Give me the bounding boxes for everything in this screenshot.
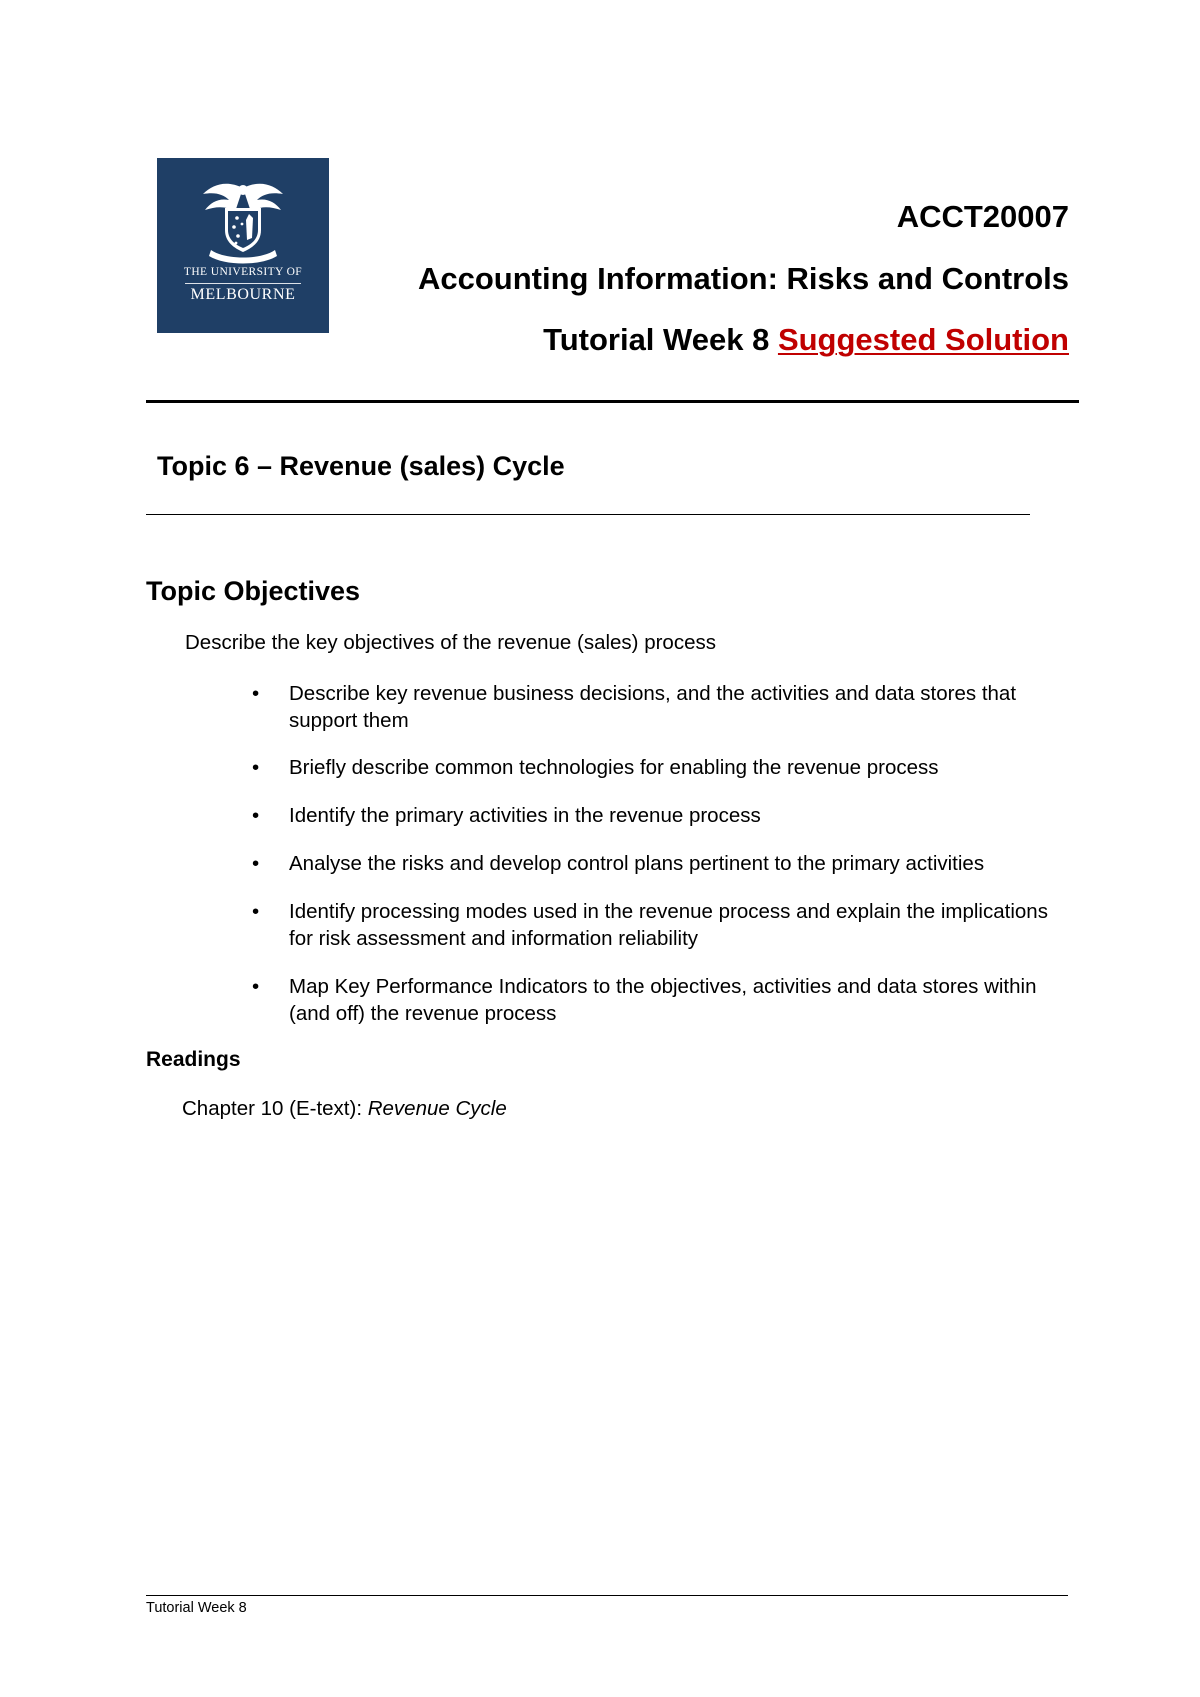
crest-icon: [157, 158, 329, 268]
university-logo: [157, 158, 329, 333]
list-item-text: Map Key Performance Indicators to the objectives, activities and data stores within (and off) the revenue process: [289, 975, 1037, 1025]
course-title: Accounting Information: Risks and Controls: [417, 261, 1069, 296]
list-item-text: Describe key revenue business decisions, and the activities and data stores that support them: [289, 682, 1017, 732]
course-code: ACCT20007: [896, 199, 1069, 234]
reading-title: Revenue Cycle: [367, 1097, 507, 1120]
reading-item: [182, 1097, 507, 1121]
tutorial-heading: [543, 322, 1069, 358]
reading-chapter: Chapter 10 (E-text):: [182, 1097, 368, 1120]
bullet-icon: •: [252, 804, 260, 827]
topic-divider: [146, 514, 1030, 515]
logo-divider: [185, 283, 301, 284]
bullet-icon: •: [252, 900, 260, 923]
list-item-text: Analyse the risks and develop control plans pertinent to the primary activities: [289, 852, 985, 875]
readings-heading: Readings: [146, 1048, 241, 1071]
header-divider: [146, 400, 1079, 403]
week-label: Tutorial Week 8: [543, 322, 770, 357]
list-item-text: Briefly describe common technologies for enabling the revenue process: [289, 756, 939, 779]
footer-divider: [146, 1595, 1068, 1596]
objectives-intro: Describe the key objectives of the revenue (sales) process: [185, 631, 716, 654]
bullet-icon: •: [252, 756, 260, 779]
list-item-text: Identify processing modes used in the revenue process and explain the implications for risk assessment and information reliability: [289, 900, 1048, 950]
bullet-icon: •: [252, 852, 260, 875]
bullet-icon: •: [252, 975, 260, 998]
logo-text-line1: THE UNIVERSITY OF: [183, 266, 303, 278]
page-footer: Tutorial Week 8: [146, 1600, 247, 1616]
bullet-icon: •: [252, 682, 260, 705]
solution-label: Suggested Solution: [777, 322, 1069, 357]
list-item-text: Identify the primary activities in the revenue process: [289, 804, 761, 827]
objectives-heading: Topic Objectives: [146, 576, 361, 606]
topic-title: Topic 6 – Revenue (sales) Cycle: [157, 451, 565, 481]
logo-text-line2: MELBOURNE: [190, 286, 296, 303]
